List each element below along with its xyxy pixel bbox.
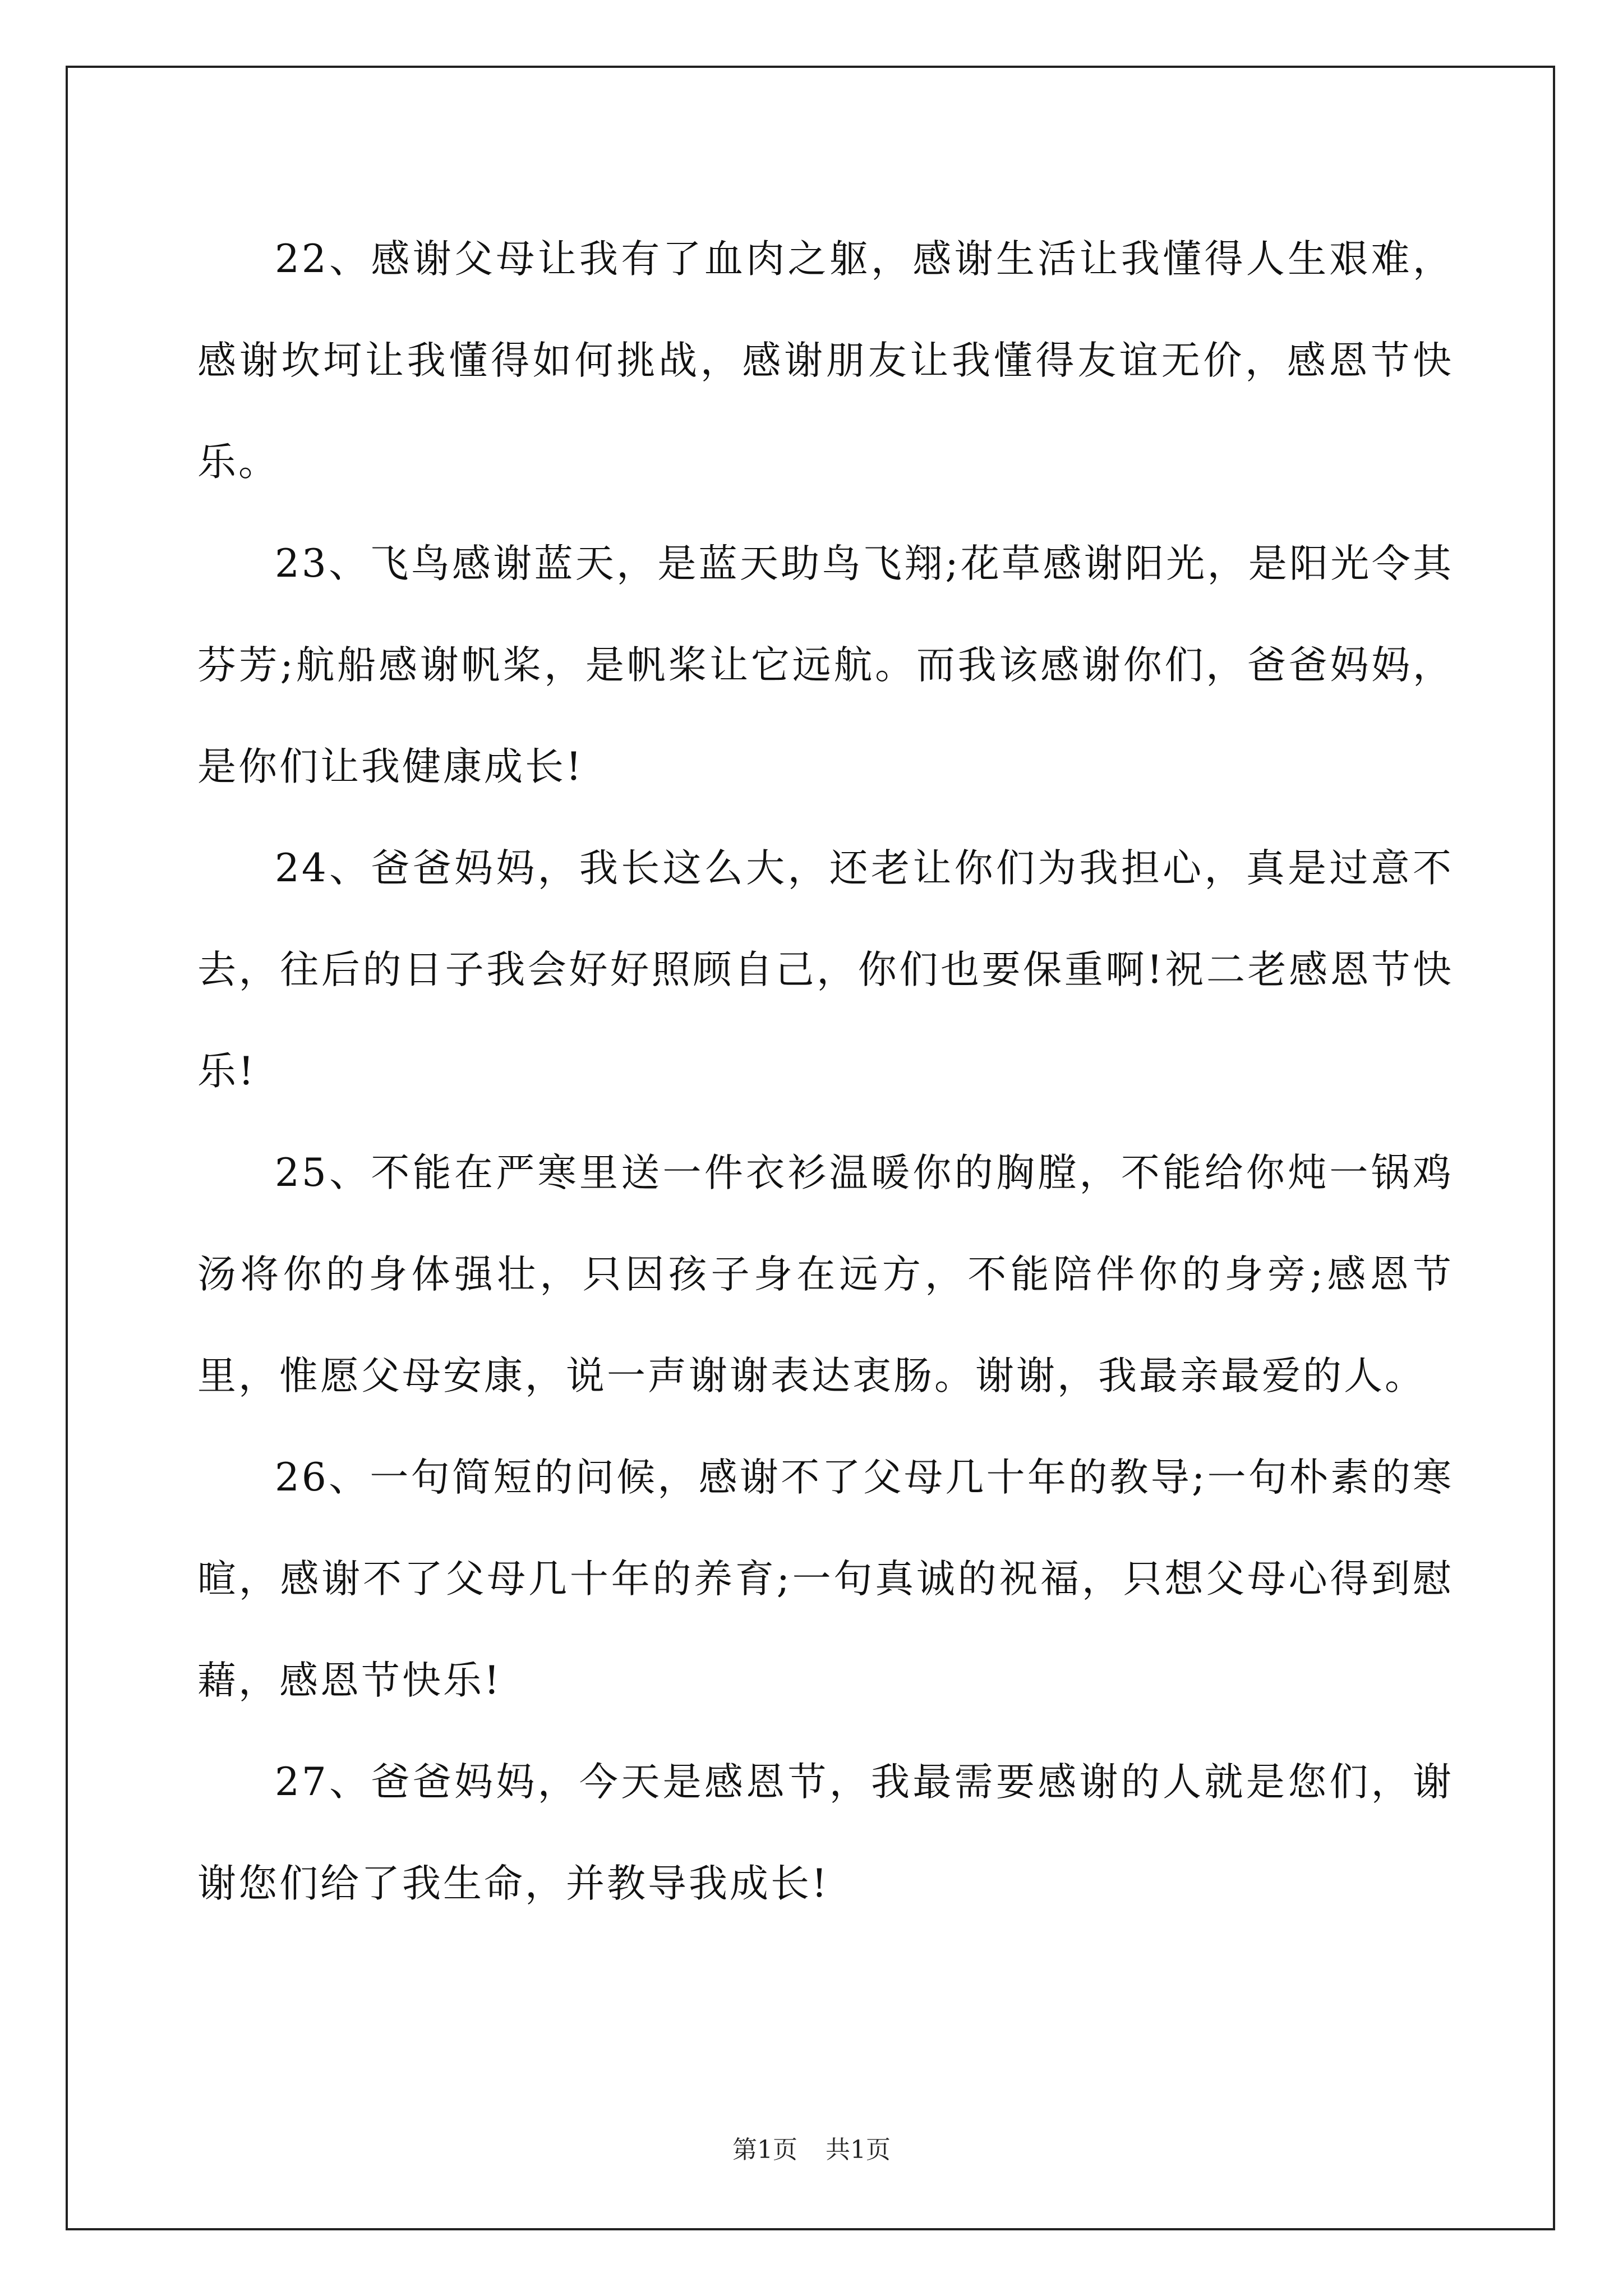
paragraph-23: 23、飞鸟感谢蓝天，是蓝天助鸟飞翔;花草感谢阳光，是阳光令其芬芳;航船感谢帆桨，是帆桨让它远航。而我该感谢你们，爸爸妈妈，是你们让我健康成长! xyxy=(197,541,1454,789)
page-footer xyxy=(0,2134,1623,2166)
paragraph-27: 27、爸爸妈妈，今天是感恩节，我最需要感谢的人就是您们，谢谢您们给了我生命，并教导我成长! xyxy=(197,1760,1454,1906)
paragraph-25: 25、不能在严寒里送一件衣衫温暖你的胸膛，不能给你炖一锅鸡汤将你的身体强壮，只因孩子身在远方，不能陪伴你的身旁;感恩节里，惟愿父母安康，说一声谢谢表达衷肠。谢谢，我最亲最爱的人。 xyxy=(197,1151,1454,1398)
page-total-label: 共1页 xyxy=(826,2136,891,2164)
page-current-label: 第1页 xyxy=(732,2136,797,2164)
paragraph-26: 26、一句简短的问候，感谢不了父母几十年的教导;一句朴素的寒暄，感谢不了父母几十年的养育;一句真诚的祝福，只想父母心得到慰藉，感恩节快乐! xyxy=(197,1455,1454,1703)
paragraph-22: 22、感谢父母让我有了血肉之躯，感谢生活让我懂得人生艰难，感谢坎坷让我懂得如何挑战，感谢朋友让我懂得友谊无价，感恩节快乐。 xyxy=(197,237,1454,485)
document-body xyxy=(197,209,1454,1935)
paragraph-24: 24、爸爸妈妈，我长这么大，还老让你们为我担心，真是过意不去，往后的日子我会好好照顾自己，你们也要保重啊!祝二老感恩节快乐! xyxy=(197,846,1454,1094)
